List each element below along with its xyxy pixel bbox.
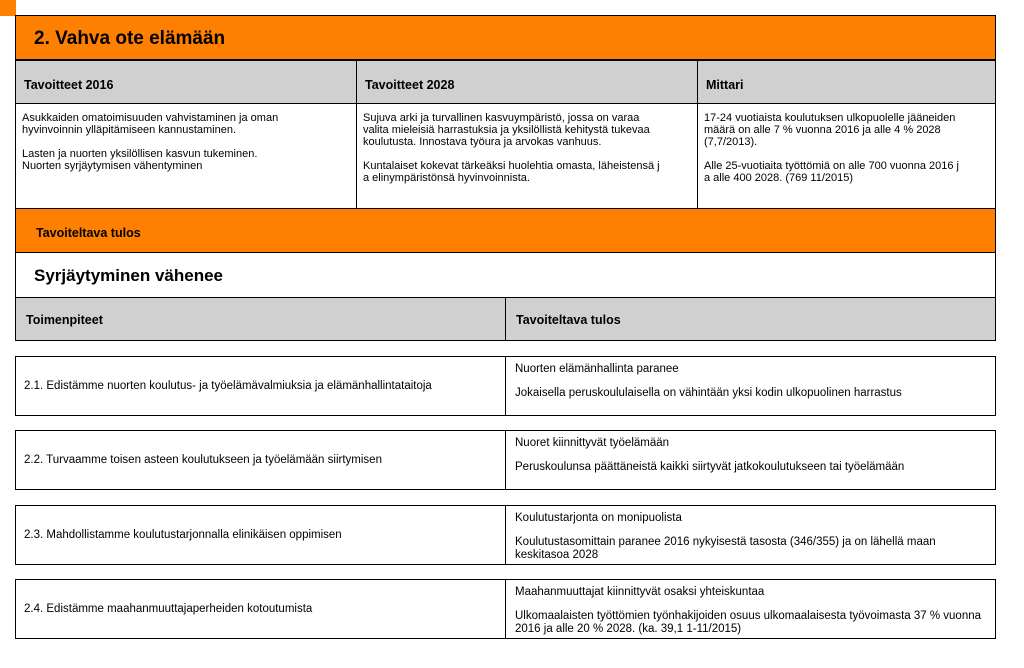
action-row-2: 2.2. Turvaamme toisen asteen koulutukseen ja työelämään siirtymisen — [15, 430, 506, 490]
page-title: 2. Vahva ote elämään — [34, 28, 226, 49]
goals-2028-text-2: Kuntalaiset kokevat tärkeäksi huolehtia omasta, läheistensä j a elinympäristönsä hyvinvoinnista. — [363, 160, 660, 184]
outcome-row-2: Nuoret kiinnittyvät työelämään Peruskoulunsa päättäneistä kaikki siirtyvät jatkokoulutukseen tai työelämään — [505, 430, 996, 490]
outcome-row-1: Nuorten elämänhallinta paranee Jokaisella peruskoululaisella on vähintään yksi kodin ulkopuolinen harrastus — [505, 356, 996, 416]
action-row-4: 2.4. Edistämme maahanmuuttajaperheiden kotoutumista — [15, 579, 506, 639]
target-result-header: Tavoiteltava tulos — [15, 208, 996, 253]
outcome-row-4: Maahanmuuttajat kiinnittyvät osaksi yhteiskuntaa Ulkomaalaisten työttömien työnhakijoiden osuus ulkomaalaisesta työvoimasta 37 % vuonna 2016 ja alle 20 % 2028. (ka. 39,1 1-11/2015) — [505, 579, 996, 639]
goals-2016-cell — [15, 103, 357, 209]
outcomes-column-header: Tavoiteltava tulos — [505, 297, 996, 341]
indicator-text-1: 17-24 vuotiaista koulutuksen ulkopuolelle jääneiden määrä on alle 7 % vuonna 2016 ja alle 4 % 2028 (7,7/2013). — [704, 112, 956, 148]
outcome-row-3: Koulutustarjonta on monipuolista Koulutustasomittain paranee 2016 nykyisestä tasosta (346/355) ja on lähellä maan keskitasoa 2028 — [505, 505, 996, 565]
target-result-value-box — [15, 252, 996, 298]
goals-2028-text-1: Sujuva arki ja turvallinen kasvuympäristö, jossa on varaa valita mieleisiä harrastuksia ja yksilöllistä kehitystä tukevaa koulutusta. Innostava työura ja arvokas vanhuus. — [363, 112, 650, 148]
actions-column-header: Toimenpiteet — [15, 297, 506, 341]
corner-marker — [0, 0, 16, 16]
goals-2016-text-2: Lasten ja nuorten yksilöllisen kasvun tukeminen. Nuorten syrjäytymisen vähentyminen — [22, 148, 258, 172]
goals-2028-cell — [356, 103, 698, 209]
indicator-text-2: Alle 25-vuotiaita työttömiä on alle 700 vuonna 2016 j a alle 400 2028. (769 11/2015) — [704, 160, 960, 184]
goals-2028-header: Tavoitteet 2028 — [356, 60, 698, 104]
action-row-1: 2.1. Edistämme nuorten koulutus- ja työelämävalmiuksia ja elämänhallintataitoja — [15, 356, 506, 416]
goals-2016-text-1: Asukkaiden omatoimisuuden vahvistaminen ja oman hyvinvoinnin ylläpitämiseen kannustaminen. — [22, 112, 279, 136]
indicator-cell — [697, 103, 996, 209]
goals-2016-header: Tavoitteet 2016 — [15, 60, 357, 104]
section-title-bar — [15, 15, 996, 60]
indicator-header: Mittari — [697, 60, 996, 104]
target-result-value: Syrjäytyminen vähenee — [34, 266, 223, 285]
action-row-3: 2.3. Mahdollistamme koulutustarjonnalla elinikäisen oppimisen — [15, 505, 506, 565]
